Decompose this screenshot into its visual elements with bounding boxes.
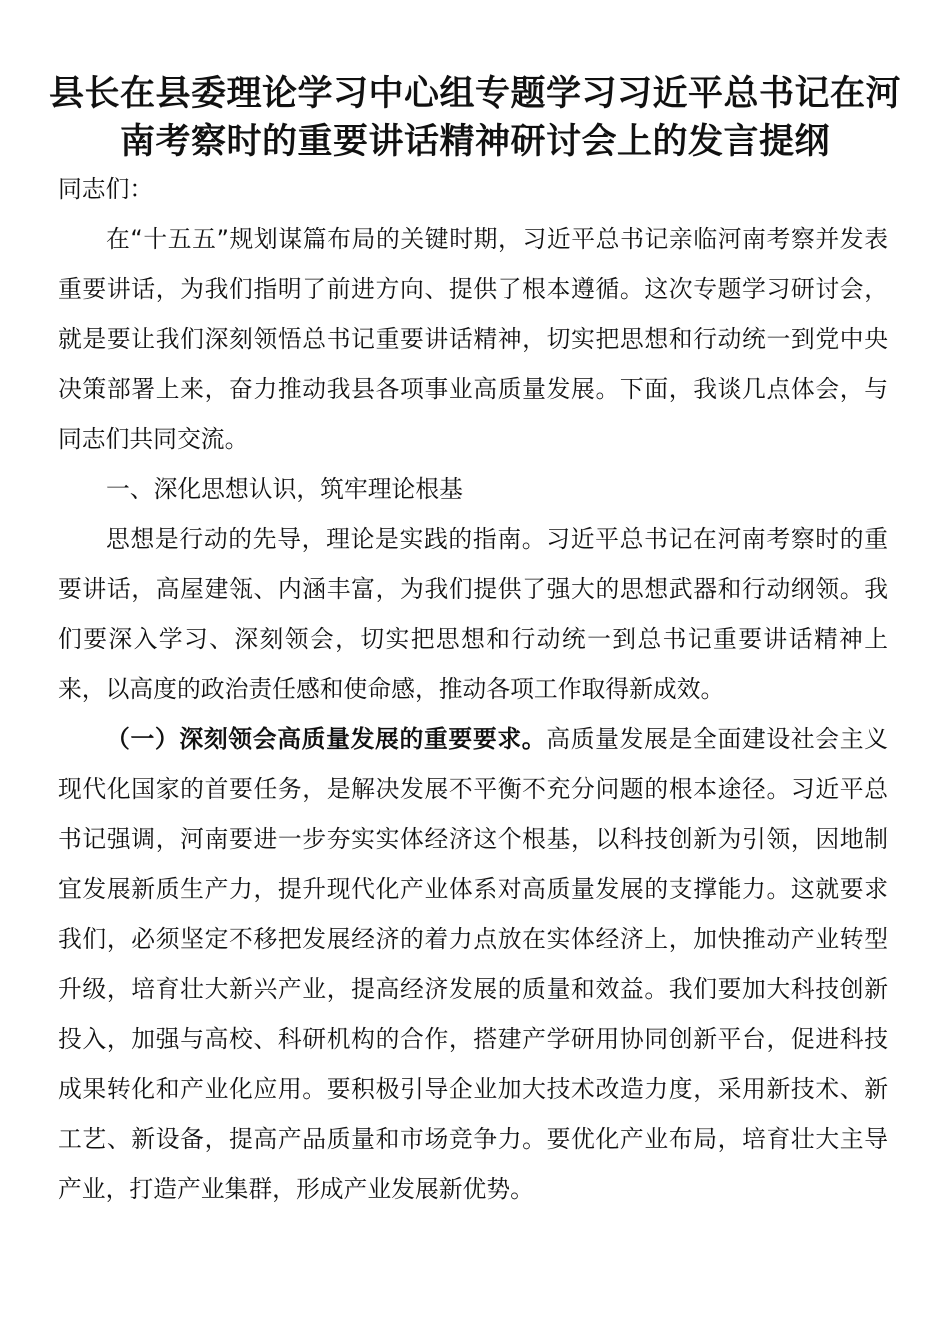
subsection-text-1: 高质量发展是全面建设社会主义现代化国家的首要任务，是解决发展不平衡不充分问题的根本途径。习近平总书记强调，河南要进一步夯实实体经济这个根基，以科技创新为引领，因地制宜发展新质生产力，提升现代化产业体系对高质量发展的支撑能力。这就要求我们，必须坚定不移把发展经济的着力点放在实体经济上，加快推动产业转型升级，培育壮大新兴产业，提高经济发展的质量和效益。我们要加大科技创新投入，加强与高校、科研机构的合作，搭建产学研用协同创新平台，促进科技成果转化和产业化应用。要积极引导企业加大技术改造力度，采用新技术、新工艺、新设备，提高产品质量和市场竞争力。要优化产业布局，培育壮大主导产业，打造产业集群，形成产业发展新优势。 (58, 725, 889, 1203)
section-heading-1: 一、深化思想认识，筑牢理论根基 (106, 475, 463, 503)
salutation: 同志们： (58, 175, 154, 203)
document-body (58, 164, 888, 1214)
section-paragraph-1: 思想是行动的先导，理论是实践的指南。习近平总书记在河南考察时的重要讲话，高屋建瓴、内涵丰富，为我们提供了强大的思想武器和行动纲领。我们要深入学习、深刻领会，切实把思想和行动统一到总书记重要讲话精神上来，以高度的政治责任感和使命感，推动各项工作取得新成效。 (58, 525, 888, 703)
document-title: 县长在县委理论学习中心组专题学习习近平总书记在河南考察时的重要讲话精神研讨会上的发言提纲 (48, 74, 901, 162)
subsection-heading-1: （一）深刻领会高质量发展的重要要求。 (106, 725, 547, 753)
subsection-paragraph-1 (58, 714, 888, 1214)
intro-paragraph: 在“十五五”规划谋篇布局的关键时期，习近平总书记亲临河南考察并发表重要讲话，为我们指明了前进方向、提供了根本遵循。这次专题学习研讨会，就是要让我们深刻领悟总书记重要讲话精神，切实把思想和行动统一到党中央决策部署上来，奋力推动我县各项事业高质量发展。下面，我谈几点体会，与同志们共同交流。 (58, 225, 888, 453)
